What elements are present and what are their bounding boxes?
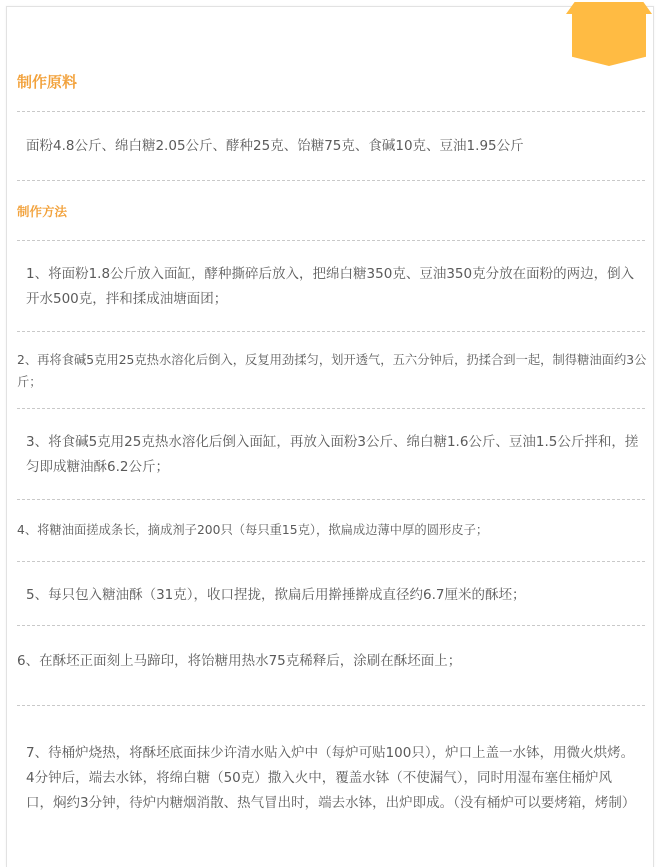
step-1: 1、将面粉1.8公斤放入面缸，酵种撕碎后放入，把绵白糖350克、豆油350克分放在面粉的两边，倒入开水500克，拌和揉成油塘面团； [26, 266, 635, 307]
divider [17, 180, 645, 181]
step-7: 7、待桶炉烧热，将酥坯底面抹少许清水贴入炉中（每炉可贴100只），炉口上盖一水钵，用微火烘烤。4分钟后，端去水钵，将绵白糖（50克）撒入火中，覆盖水钵（不使漏气），同时用湿布塞住桶炉风口，焖约3分钟，待炉内糖烟消散、热气冒出时，端去水钵，出炉即成。（没有桶炉可以要烤箱，烤制） [26, 745, 636, 811]
divider [17, 561, 645, 562]
step-6: 6、在酥坯正面刻上马蹄印，将饴糖用热水75克稀释后，涂刷在酥坯面上； [17, 653, 462, 669]
divider [17, 111, 645, 112]
step-5: 5、每只包入糖油酥（31克），收口捏拢，揿扁后用擀捶擀成直径约6.7厘米的酥坯； [26, 587, 526, 603]
ingredients-heading: 制作原料 [17, 73, 78, 91]
step-3: 3、将食碱5克用25克热水溶化后倒入面缸，再放入面粉3公斤、绵白糖1.6公斤、豆油1.5公斤拌和，搓匀即成糖油酥6.2公斤； [26, 434, 639, 475]
divider [17, 625, 645, 626]
step-4: 4、将糖油面搓成条长，摘成剂子200只（每只重15克），揿扁成边薄中厚的圆形皮子； [17, 523, 489, 537]
divider [17, 408, 645, 409]
divider [17, 240, 645, 241]
ingredients-text: 面粉4.8公斤、绵白糖2.05公斤、酵种25克、饴糖75克、食碱10克、豆油1.95公斤 [26, 138, 524, 154]
divider [17, 705, 645, 706]
method-heading: 制作方法 [17, 204, 68, 219]
divider [17, 499, 645, 500]
bookmark-ribbon [572, 8, 646, 66]
divider [17, 331, 645, 332]
step-2: 2、再将食碱5克用25克热水溶化后倒入，反复用劲揉匀，划开透气，五六分钟后，扔揉合到一起，制得糖油面约3公斤； [17, 353, 647, 389]
